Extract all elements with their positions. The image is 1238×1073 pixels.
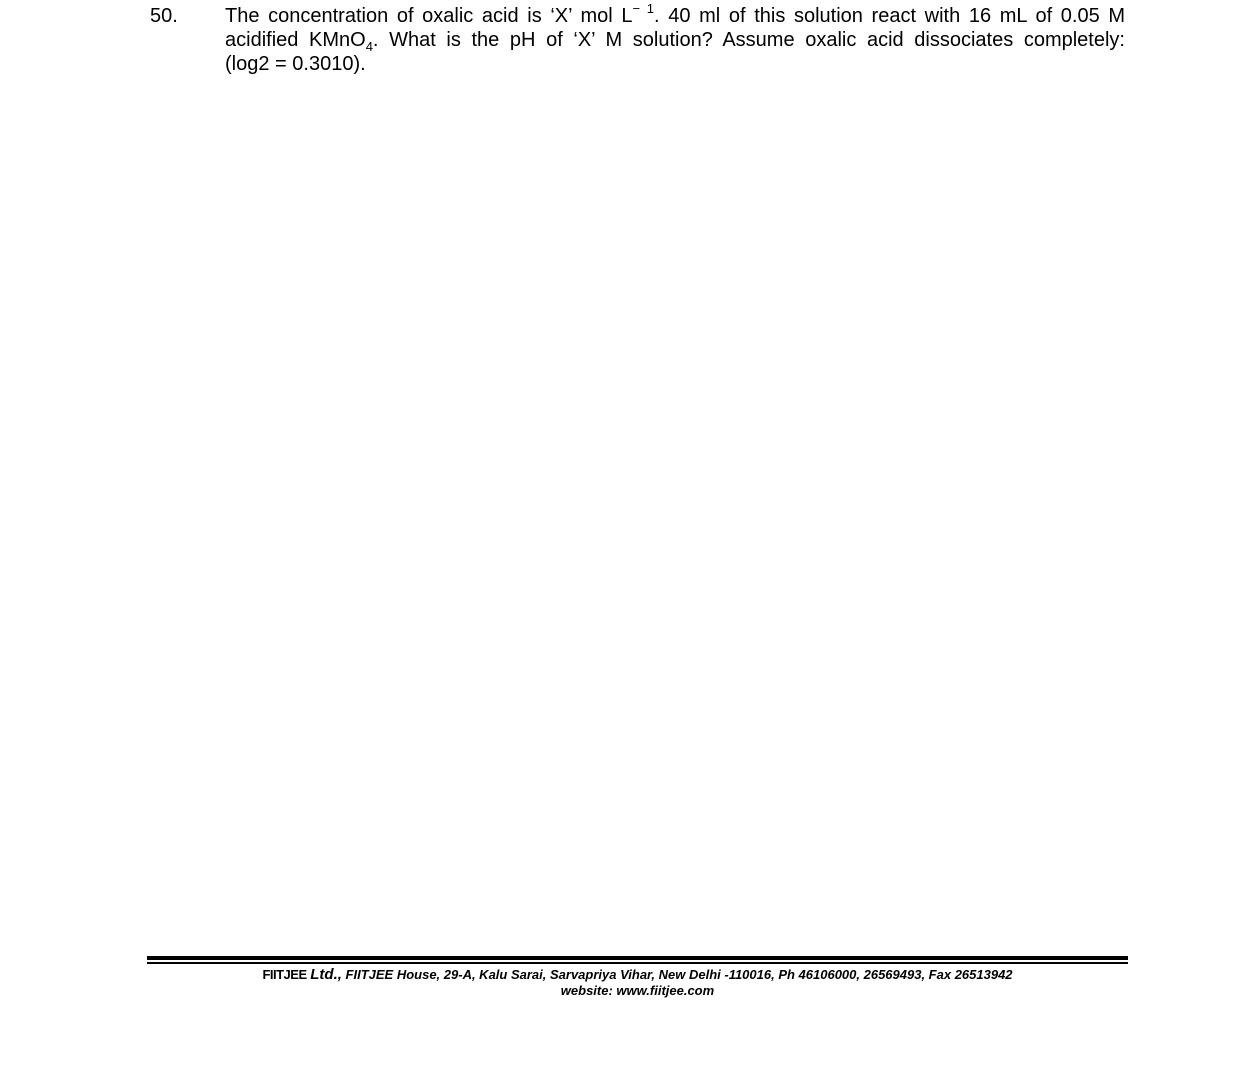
footer-ltd: Ltd.,: [310, 966, 342, 983]
question-line-1-text: The concentration of oxalic acid is ‘X’ mol L: [225, 5, 633, 27]
footer-address: FIITJEE House, 29-A, Kalu Sarai, Sarvapriya Vihar, New Delhi -110016, Ph 46106000, 26569493, Fax 26513942: [341, 967, 1013, 982]
question-line-1-text-continued: . 40 ml of this solution react with 16 mL of 0.05 M: [654, 5, 1126, 27]
question-number: 50.: [150, 5, 178, 27]
question-line-3: (log2 = 0.3010).: [225, 53, 366, 75]
footer-website: website: www.fiitjee.com: [560, 983, 715, 998]
footer-brand: FIITJEE: [262, 967, 307, 982]
question-line-2-text-continued: . What is the pH of ‘X’ M solution? Assume oxalic acid dissociates completely:: [372, 29, 1125, 51]
footer-address-line: [147, 967, 1128, 983]
page-footer: [147, 967, 1128, 999]
footer-divider-thick: [147, 956, 1128, 960]
question-text: [225, 1, 1126, 76]
superscript-minus-one: − 1: [632, 1, 655, 16]
question-line-2: [225, 28, 1125, 52]
question-line-2-text: acidified KMnO: [225, 29, 366, 51]
subscript-four: 4: [365, 39, 373, 54]
footer-divider-thin: [147, 962, 1128, 964]
question-line-1: [225, 1, 1126, 28]
